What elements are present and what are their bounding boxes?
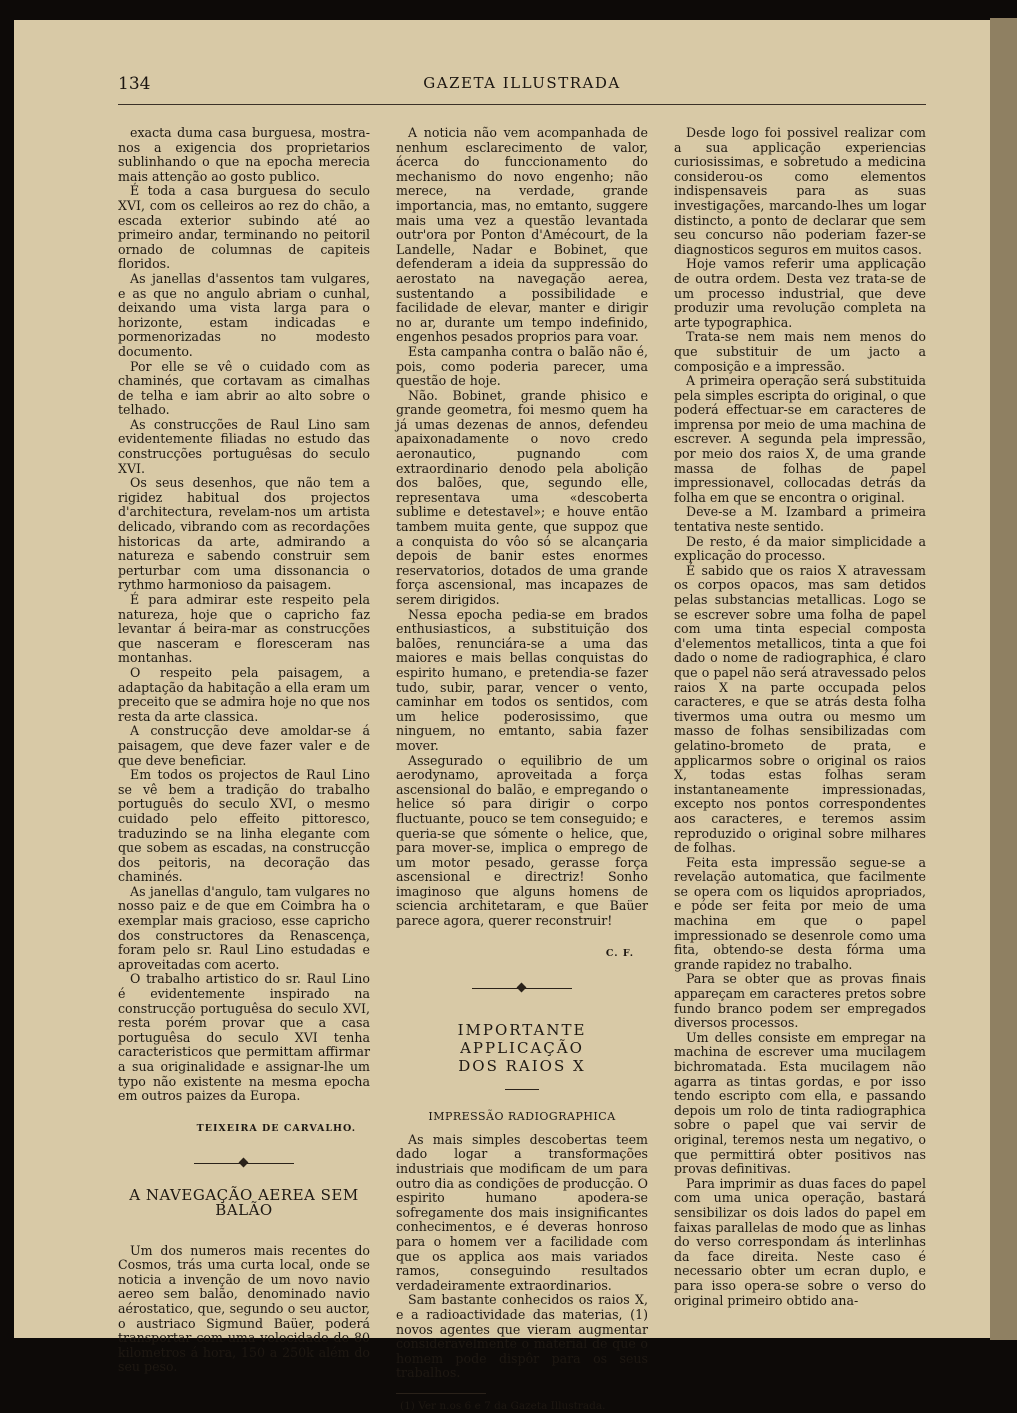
author-signature: C. F. <box>605 947 634 959</box>
paragraph: Assegurado o equilibrio de um aerodynamo, aproveitada a força ascensional do balão, e empregando o helice só para dirigir o corpo fluctuante, pouco se tem conseguido; e queria-se que sómente o helice, que, para mover-se, implica o emprego de um motor pesado, gerasse força ascensional e directriz! Sonho imaginoso que alguns homens de sciencia architetaram, e que Baüer parece agora, querer reconstruir! <box>396 752 648 929</box>
paragraph: Para imprimir as duas faces do papel com uma unica operação, bastará sensibilizar os dois lados do papel em faixas parallelas de modo que as linhas do verso correspondam ás interlinhas da face direita. Neste caso é necessario obter um ecran duplo, e para isso opera-se sobre o verso do original primeiro obtido ana- <box>674 1175 926 1308</box>
paragraph: As construcções de Raul Lino sam evidentemente filiadas no estudo das construcções portuguêsas do seculo XVI. <box>118 416 370 476</box>
section-ornament <box>472 983 572 993</box>
next-page-edge <box>990 18 1017 1340</box>
header-rule <box>118 104 926 105</box>
paragraph: Sam bastante conhecidos os raios X, e a radioactividade das materias, (1) novos agentes que vieram augmentar consideravelmente o material de que o homem pode dispôr para os seus trabalhos. <box>396 1292 648 1381</box>
paragraph: Nessa epocha pedia-se em brados enthusiasticos, a substituição dos balões, renunciára-se a uma das maiores e mais bellas conquistas do espirito humano, e pretendia-se fazer tudo, subir, parar, vencer o vento, caminhar em todos os sentidos, com um helice poderosissimo, que ninguem, no emtanto, sabia fazer mover. <box>396 606 648 753</box>
paragraph: O trabalho artistico do sr. Raul Lino é evidentemente inspirado na construcção portuguêsa do seculo XVI, resta porém provar que a casa portuguêsa do seculo XVI tenha caracteristicos que permittam affirmar a sua originalidade e assignar-lhe um typo não existente na mesma epocha em outros paizes da Europa. <box>118 971 370 1104</box>
paragraph: Desde logo foi possivel realizar com a sua applicação experiencias curiosissimas, e sobretudo a medicina considerou-os como elementos indispensaveis para as suas investigações, marcando-lhes um logar distincto, a ponto de declarar que sem seu concurso não poderiam fazer-se diagnosticos seguros em muitos casos. <box>674 125 926 257</box>
paragraph: Esta campanha contra o balão não é, pois, como poderia parecer, uma questão de hoje. <box>396 343 648 389</box>
paragraph: O respeito pela paisagem, a adaptação da habitação a ella eram um preceito que se admira hoje no que nos resta da arte classica. <box>118 664 370 724</box>
article-subheading: IMPRESSÃO RADIOGRAPHICA <box>428 1110 616 1124</box>
paragraph: Em todos os projectos de Raul Lino se vê bem a tradição do trabalho português do seculo XVI, o mesmo cuidado pelo effeito pittoresco, traduzindo se na linha elegante com que sobem as escadas, na construcção dos peitoris, na decoração das chaminés. <box>118 767 370 885</box>
paragraph: É toda a casa burguesa do seculo XVI, com os celleiros ao rez do chão, a escada exterior subindo até ao primeiro andar, terminando no peitoril ornado de columnas de capiteis floridos. <box>118 183 370 272</box>
paragraph: Feita esta impressão segue-se a revelação automatica, que facilmente se opera com os liquidos apropriados, e póde ser feita por meio de uma machina em que o papel impressionado se desenrole como uma fita, obtendo-se desta fórma uma grande rapidez no trabalho. <box>674 854 926 972</box>
paragraph: É sabido que os raios X atravessam os corpos opacos, mas sam detidos pelas substancias metallicas. Logo se se escrever sobre uma folha de papel com uma tinta especial composta d'elementos metallicos, tinta a que foi dado o nome de radiographica, é claro que o papel não será atravessado pelos raios X na parte occupada pelos caracteres, e que se atrás desta folha tivermos uma outra ou mesmo um masso de folhas sensibilizadas com gelatino-brometo de prata, e applicarmos sobre o original os raios X, todas estas folhas seram instantaneamente impressionadas, excepto nos pontos correspondentes aos caracteres, e teremos assim reproduzido o original sobre milhares de folhas. <box>674 562 926 856</box>
paragraph: Hoje vamos referir uma applicação de outra ordem. Desta vez trata-se de um processo industrial, que deve produzir uma revolução completa na arte typographica. <box>674 256 926 330</box>
running-header <box>118 74 926 96</box>
article-heading-line: DOS RAIOS X <box>458 1057 586 1076</box>
footnote-rule <box>396 1393 486 1394</box>
page-number: 134 <box>118 74 151 94</box>
column-1 <box>118 126 370 1375</box>
article-heading: A NAVEGAÇÃO AEREA SEM BALÃO <box>129 1186 359 1219</box>
paragraph: exacta duma casa burguesa, mostra-nos a exigencia dos proprietarios sublinhando o que na epocha merecia mais attenção ao gosto publico. <box>118 125 370 184</box>
publication-title: GAZETA ILLUSTRADA <box>423 74 621 92</box>
article-heading <box>396 1021 648 1075</box>
paragraph: As mais simples descobertas teem dado logar a transformações industriais que modificam de um para outro dia as condições de producção. O espirito humano apodera-se sofregamente dos mais insignificantes conhecimentos, e é deveras honroso para o homem ver a facilidade com que os applica aos mais variados ramos, conseguindo resultados verdadeiramente extraordinarios. <box>396 1131 648 1293</box>
paragraph: Por elle se vê o cuidado com as chaminés, que cortavam as cimalhas de telha e iam abrir ao alto sobre o telhado. <box>118 358 370 418</box>
author-signature: TEIXEIRA DE CARVALHO. <box>196 1122 356 1134</box>
article-heading-line: IMPORTANTE APPLICAÇÃO <box>457 1021 587 1058</box>
paragraph: As janellas d'assentos tam vulgares, e as que no angulo abriam o cunhal, deixando uma vista larga para o horizonte, estam indicadas e pormenorizadas no modesto documento. <box>118 270 370 359</box>
paragraph: A construcção deve amoldar-se á paisagem, que deve fazer valer e de que deve beneficiar. <box>118 723 370 768</box>
paragraph: Deve-se a M. Izambard a primeira tentativa neste sentido. <box>674 504 926 535</box>
heading-rule <box>505 1089 539 1090</box>
paragraph: A primeira operação será substituida pela simples escripta do original, o que poderá effectuar-se em caracteres de imprensa por meio de uma machina de escrever. A segunda pela impressão, por meio dos raios X, de uma grande massa de folhas de papel impressionavel, collocadas detrás da folha em que se encontra o original. <box>674 373 926 505</box>
paragraph: A noticia não vem acompanhada de nenhum esclarecimento de valor, ácerca do funccionamento do mechanismo do novo engenho; não merece, na verdade, grande importancia, mas, no emtanto, suggere mais uma vez a questão levantada outr'ora por Ponton d'Amécourt, de la Landelle, Nadar e Bobinet, que defenderam a ideia da suppressão do aerostato na navegação aerea, sustentando a possibilidade e facilidade de elevar, manter e dirigir no ar, durante um tempo indefinido, engenhos pesados proprios para voar. <box>396 125 648 345</box>
paragraph: Os seus desenhos, que não tem a rigidez habitual dos projectos d'architectura, revelam-nos um artista delicado, vibrando com as recordações historicas da arte, admirando a natureza e sabendo construir sem perturbar com uma dissonancia o rythmo harmonioso da paisagem. <box>118 475 370 593</box>
paragraph: É para admirar este respeito pela natureza, hoje que o capricho faz levantar á beira-mar as construcções que nasceram e floresceram nas montanhas. <box>118 592 370 666</box>
column-3 <box>674 126 926 1308</box>
paragraph: Não. Bobinet, grande phisico e grande geometra, foi mesmo quem ha já umas dezenas de annos, defendeu apaixonadamente o novo credo aeronautico, pugnando com extraordinario denodo pela abolição dos balões, que, segundo elle, representava uma «descoberta sublime e detestavel»; e houve então tambem muita gente, que suppoz que a conquista do vôo só se alcançaria depois de banir estes enormes reservatorios, dotados de uma grande força ascensional, mas incapazes de serem dirigidos. <box>396 387 648 607</box>
column-2 <box>396 126 648 1413</box>
footnote: (1) Ver n.os 6 e 7 da Gazeta Illustrada. <box>400 1399 606 1412</box>
paragraph: Um dos numeros mais recentes do Cosmos, trás uma curta local, onde se noticia a invenção de um novo navio aereo sem balão, denominado navio aérostatico, que, segundo o seu auctor, o austriaco Sigmund Baüer, poderá transportar com uma velocidade de 80 kilometros á hora, 150 a 250k além do seu peso. <box>118 1242 370 1375</box>
paragraph: Um delles consiste em empregar na machina de escrever uma mucilagem bichromatada. Esta mucilagem não agarra as tintas gordas, e por isso tendo escripto com ella, e passando depois um rolo de tinta radiographica sobre o papel que vai servir de original, teremos nesta um negativo, o que permittirá obter positivos nas provas definitivas. <box>674 1029 926 1177</box>
paragraph: Trata-se nem mais nem menos do que substituir de um jacto a composição e a impressão. <box>674 329 926 374</box>
paragraph: As janellas d'angulo, tam vulgares no nosso paiz e de que em Coimbra ha o exemplar mais gracioso, esse capricho dos constructores da Renascença, foram pelo sr. Raul Lino estudadas e aproveitadas com acerto. <box>118 883 370 972</box>
paragraph: De resto, é da maior simplicidade a explicação do processo. <box>674 533 926 564</box>
section-ornament <box>194 1158 294 1168</box>
paragraph: Para se obter que as provas finais appareçam em caracteres pretos sobre fundo branco podem ser empregados diversos processos. <box>674 971 926 1031</box>
